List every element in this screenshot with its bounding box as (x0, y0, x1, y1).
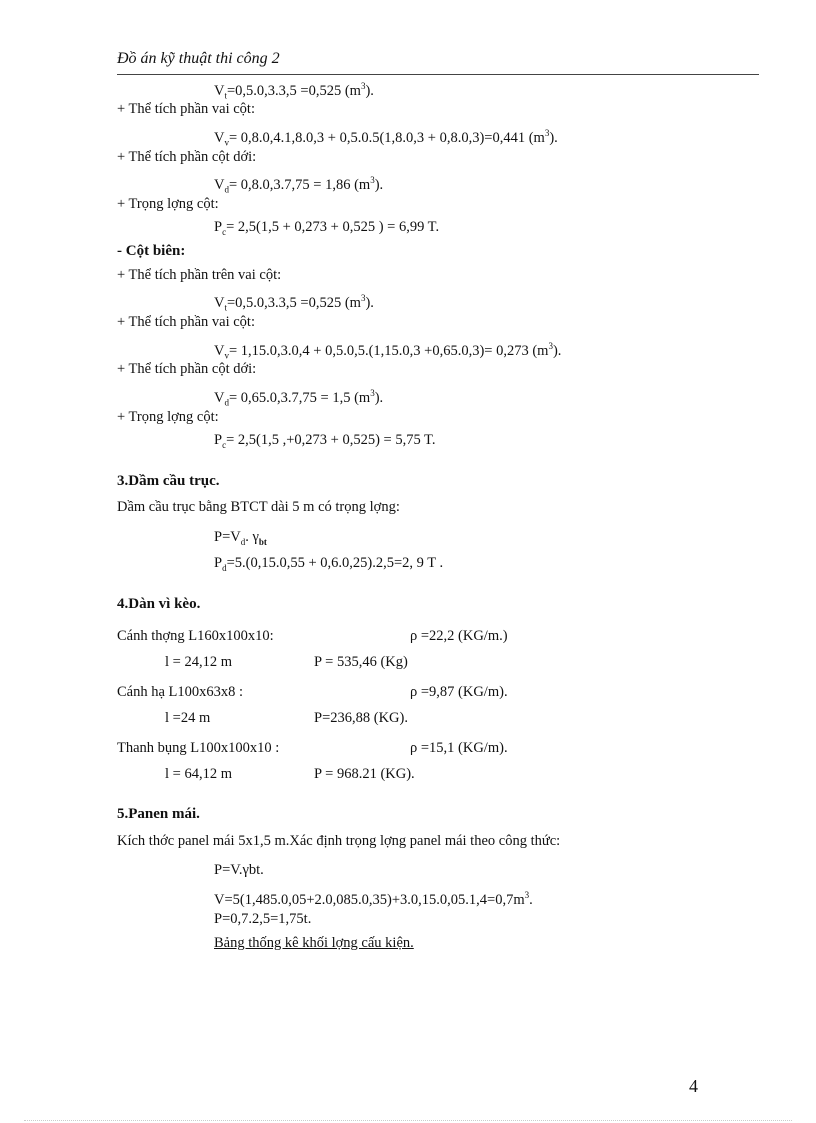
vai-cot-heading-2: + Thể tích phần vai cột: (117, 314, 255, 330)
trong-luong-heading-2: + Trọng lợng cột: (117, 409, 219, 425)
section-3-formula-2: $P_d=5.(0,15.0,55 + 0,6.0,25).2,5=2$, 9 T . (214, 555, 444, 573)
page-bottom-rule (24, 1120, 792, 1121)
truss-row-length: l = 24,12 m (165, 654, 232, 670)
vv-line-2: $V_v= 1,15.0,3.0,4 + 0,5.0,5.(1,15.0,3 +0,65.0,3)= 0,273$ $(m^3)$. (214, 341, 562, 361)
vv-line-1: $V_v= 0,8.0,4.1,8.0,3 + 0,5.0.5(1,8.0,3 + 0,8.0,3)=0,441$ $(m^3)$. (214, 128, 558, 148)
section-5-formula-3: P=0,7.2,5=1,75t. (214, 911, 312, 927)
header-rule (117, 74, 759, 75)
truss-row-weight: P = 968.21 (KG). (314, 766, 415, 782)
section-5-formula-1: P=V.γbt. (214, 862, 264, 878)
truss-row-label: Cánh thợng L160x100x10: (117, 628, 274, 644)
cot-duoi-heading-2: + Thể tích phần cột dới: (117, 361, 257, 377)
section-3-intro: Dầm cầu trục bằng BTCT dài 5 m có trọng lợng: (117, 499, 400, 515)
page-header-title: Đồ án kỹ thuật thi công 2 (117, 50, 280, 67)
section-5-title: 5.Panen mái. (117, 806, 200, 822)
section-3-title: 3.Dầm cầu trục. (117, 473, 220, 489)
vd-line-1: $V_d= 0,8.0,3.7,75 = 1,86$ $(m^3)$. (214, 175, 384, 195)
vd-line-2: $V_d= 0,65.0,3.7,75 = 1,5$ $(m^3)$. (214, 388, 384, 408)
truss-row-length: l = 64,12 m (165, 766, 232, 782)
pc-line-1: $P_c= 2,5(1,5 + 0,273 + 0,525$ ) = 6,99 T. (214, 219, 440, 237)
vt-line-2: $V_t=0,5.0,3.3,5 =0,525$ $(m^3)$. (214, 293, 374, 313)
cot-duoi-heading-1: + Thể tích phần cột dới: (117, 149, 257, 165)
truss-row-weight: P = 535,46 (Kg) (314, 654, 408, 670)
page-number: 4 (689, 1076, 698, 1096)
trong-luong-heading-1: + Trọng lợng cột: (117, 196, 219, 212)
vai-cot-heading-1: + Thể tích phần vai cột: (117, 101, 255, 117)
pc-line-2: $P_c= 2,5(1,5$ ,+0,273 + 0,525) = 5,75 T. (214, 432, 436, 450)
truss-row-label: Cánh hạ L100x63x8 : (117, 684, 244, 700)
truss-row-length: l =24 m (165, 710, 211, 726)
table-caption: Bảng thống kê khối lợng cấu kiện. (214, 935, 414, 951)
truss-row-label: Thanh bụng L100x100x10 : (117, 740, 280, 756)
truss-row-rho: ρ =22,2 (KG/m.) (410, 628, 508, 644)
truss-row-weight: P=236,88 (KG). (314, 710, 408, 726)
truss-row-rho: ρ =9,87 (KG/m). (410, 684, 508, 700)
section-4-title: 4.Dàn vì kèo. (117, 596, 201, 612)
cot-bien-heading: - Cột biên: (117, 243, 186, 259)
section-3-formula-1: $P=V_d$. $\gamma_{bt}$ (214, 529, 267, 547)
section-5-intro: Kích thớc panel mái 5x1,5 m.Xác định trọng lợng panel mái theo công thức: (117, 833, 561, 849)
tren-vai-heading-2: + Thể tích phần trên vai cột: (117, 267, 282, 283)
truss-row-rho: ρ =15,1 (KG/m). (410, 740, 508, 756)
section-5-formula-2: $V=5(1,485.0,05+2.0,085.0,35)+3.0,15.0,05.1,4=0,7m^3$. (214, 890, 533, 908)
vt-line-1: $V_t=0,5.0,3.3,5 =0,525$ $(m^3)$. (214, 81, 374, 101)
